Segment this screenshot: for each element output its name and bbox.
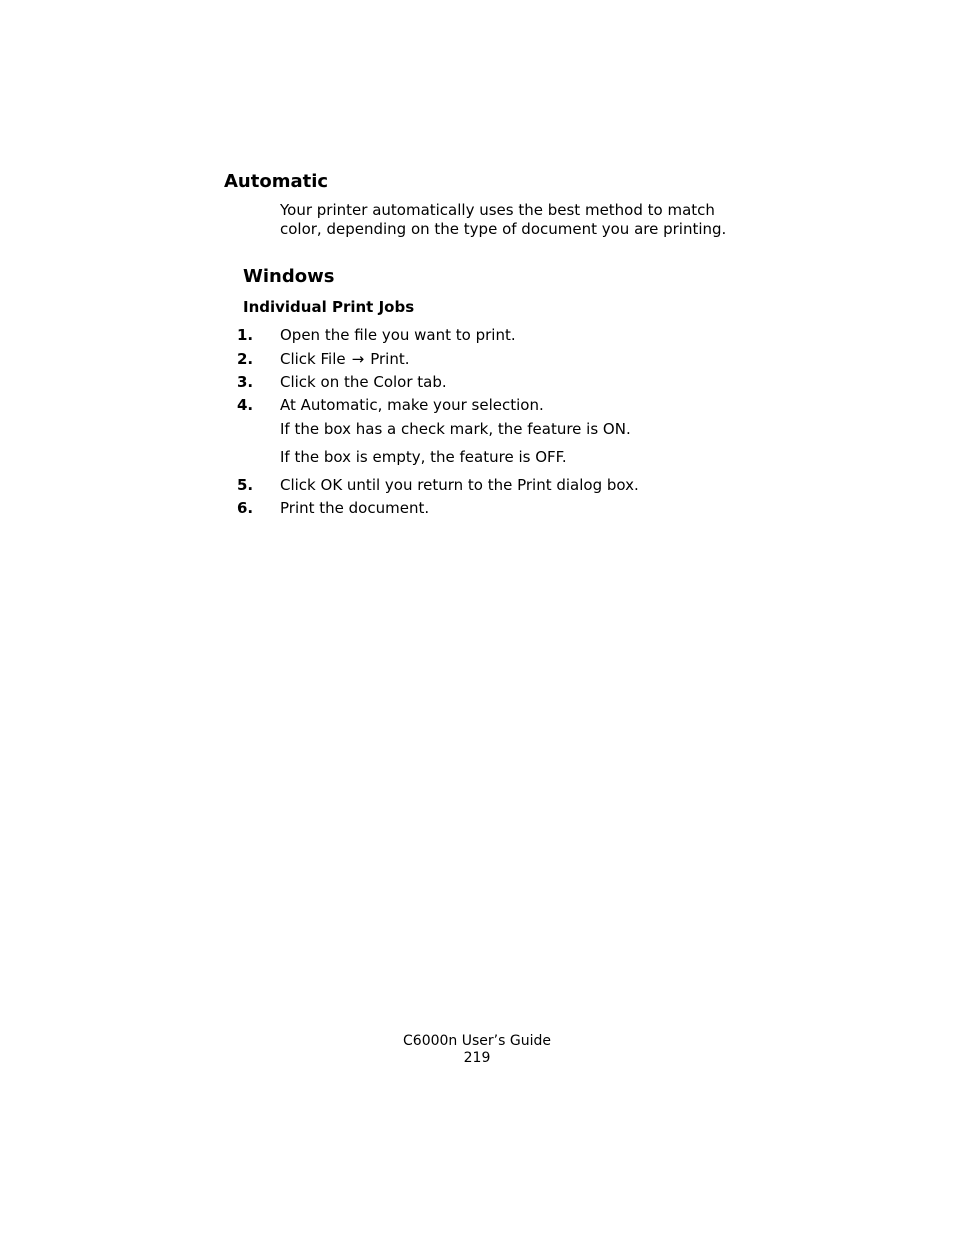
step-text-before: Click File [280,350,346,368]
step-number: 3. [237,373,254,391]
platform-heading: Windows [243,266,335,287]
step-number: 6. [237,499,254,517]
section-intro: Your printer automatically uses the best method to match color, depending on the type of document you are printing. [280,201,727,238]
step-number: 4. [237,396,254,414]
step-text [280,350,409,368]
subheading: Individual Print Jobs [243,298,415,316]
arrow-right-icon: → [351,350,365,368]
step-text: Open the file you want to print. [280,326,516,344]
footer-page-number: 219 [463,1050,491,1066]
step-note: If the box is empty, the feature is OFF. [280,448,567,466]
step-text: Click on the Color tab. [280,373,447,391]
step-number: 1. [237,326,254,344]
step-number: 2. [237,350,254,368]
step-text-after: Print. [370,350,410,368]
footer-guide-title: C6000n User’s Guide [403,1033,551,1049]
section-heading: Automatic [224,171,329,192]
step-number: 5. [237,476,254,494]
step-text: At Automatic, make your selection. [280,396,544,414]
step-text: Click OK until you return to the Print dialog box. [280,476,639,494]
step-note: If the box has a check mark, the feature is ON. [280,420,631,438]
step-text: Print the document. [280,499,430,517]
